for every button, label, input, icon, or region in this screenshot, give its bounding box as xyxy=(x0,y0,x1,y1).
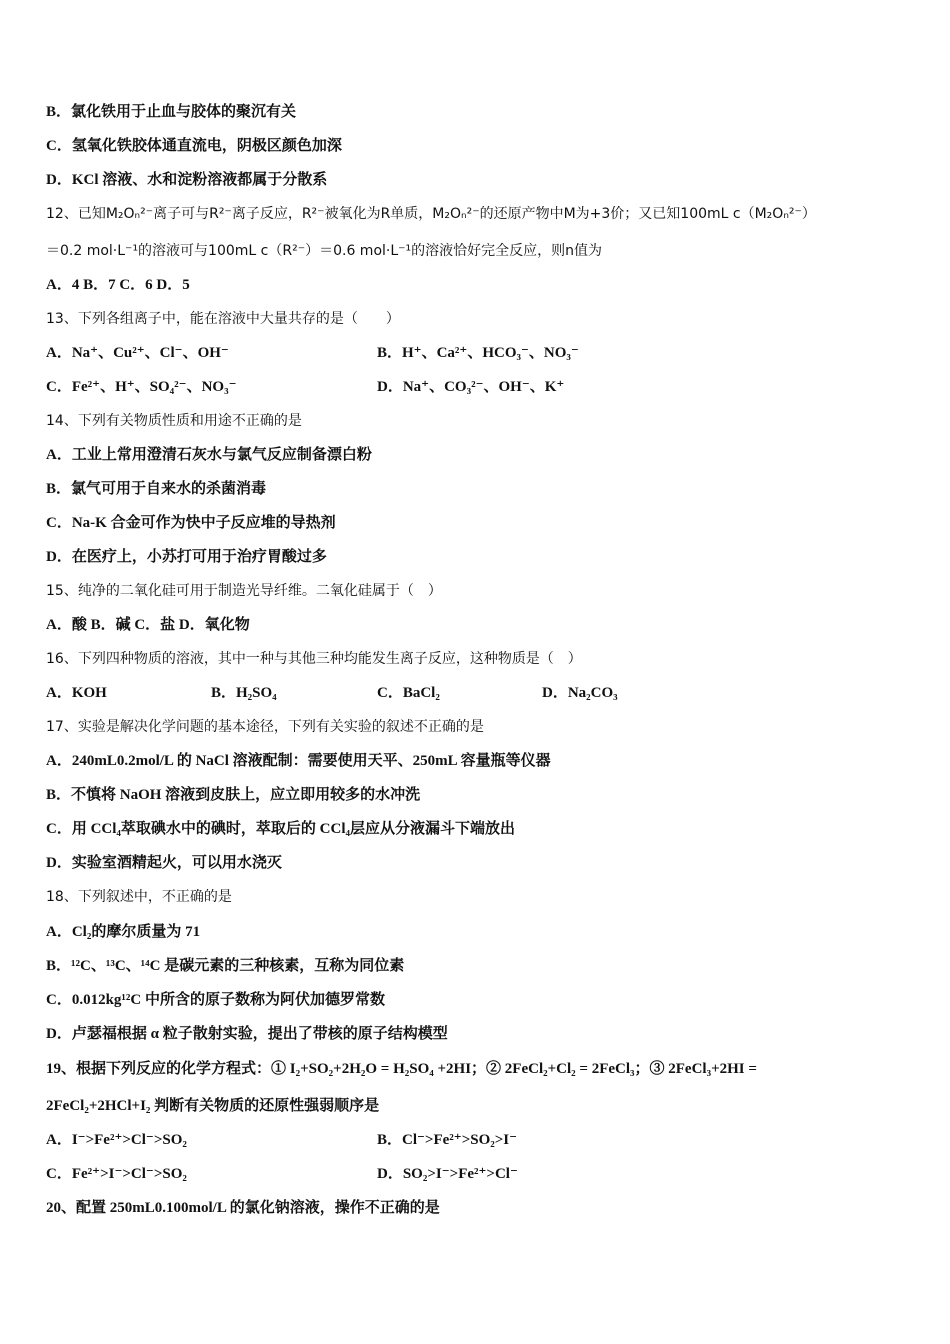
q16-stem: 16、下列四种物质的溶液，其中一种与其他三种均能发生离子反应，这种物质是（ ） xyxy=(46,651,582,667)
q20-stem: 20、配置 250mL0.100mol/L 的氯化钠溶液，操作不正确的是 xyxy=(46,1200,440,1216)
q19-option-b: B．Cl⁻>Fe²⁺>SO₂>I⁻ xyxy=(377,1132,518,1148)
q17-option-d: D．实验室酒精起火，可以用水浇灭 xyxy=(46,855,282,871)
q16-option-d: D．Na₂CO₃ xyxy=(542,685,618,701)
q19-option-a: A．I⁻>Fe²⁺>Cl⁻>SO₂ xyxy=(46,1132,187,1148)
q18-option-a: A．Cl₂的摩尔质量为 71 xyxy=(46,924,201,940)
q14-option-b: B．氯气可用于自来水的杀菌消毒 xyxy=(46,481,267,497)
q16-option-b: B．H₂SO₄ xyxy=(211,685,277,701)
q19-option-c: C．Fe²⁺>I⁻>Cl⁻>SO₂ xyxy=(46,1166,187,1182)
q17-stem: 17、实验是解决化学问题的基本途径，下列有关实验的叙述不正确的是 xyxy=(46,719,484,735)
q18-option-c: C．0.012kg¹²C 中所含的原子数称为阿伏加德罗常数 xyxy=(46,992,386,1008)
q19-option-d: D．SO₂>I⁻>Fe²⁺>Cl⁻ xyxy=(377,1166,518,1182)
q13-option-b: B．H⁺、Ca²⁺、HCO₃⁻、NO₃⁻ xyxy=(377,345,579,361)
q17-option-c: C．用 CCl₄萃取碘水中的碘时，萃取后的 CCl₄层应从分液漏斗下端放出 xyxy=(46,821,515,837)
q15-options: A．酸 B．碱 C．盐 D．氧化物 xyxy=(46,617,250,633)
q13-option-a: A．Na⁺、Cu²⁺、Cl⁻、OH⁻ xyxy=(46,345,229,361)
q16-option-a: A．KOH xyxy=(46,685,107,701)
q18-option-b: B．¹²C、¹³C、¹⁴C 是碳元素的三种核素，互称为同位素 xyxy=(46,958,405,974)
q11-option-b: B．氯化铁用于止血与胶体的聚沉有关 xyxy=(46,104,297,120)
q15-stem: 15、纯净的二氧化硅可用于制造光导纤维。二氧化硅属于（ ） xyxy=(46,583,442,599)
q14-option-d: D．在医疗上，小苏打可用于治疗胃酸过多 xyxy=(46,549,327,565)
q12-stem-line1: 12、已知M₂Oₙ²⁻离子可与R²⁻离子反应，R²⁻被氧化为R单质，M₂Oₙ²⁻的还原产物中M为+3价；又已知100mL c（M₂Oₙ²⁻） xyxy=(46,206,816,222)
q14-stem: 14、下列有关物质性质和用途不正确的是 xyxy=(46,413,302,429)
q18-stem: 18、下列叙述中，不正确的是 xyxy=(46,889,232,905)
q14-option-a: A．工业上常用澄清石灰水与氯气反应制备漂白粉 xyxy=(46,447,372,463)
q12-stem-line2: ＝0.2 mol·L⁻¹的溶液可与100mL c（R²⁻）＝0.6 mol·L⁻¹的溶液恰好完全反应，则n值为 xyxy=(46,243,603,259)
q19-stem-line1: 19、根据下列反应的化学方程式：① I₂+SO₂+2H₂O = H₂SO₄ +2HI；② 2FeCl₂+Cl₂ = 2FeCl₃；③ 2FeCl₃+2HI = xyxy=(46,1061,757,1077)
q11-option-c: C．氢氧化铁胶体通直流电，阴极区颜色加深 xyxy=(46,138,342,154)
q16-option-c: C．BaCl₂ xyxy=(377,685,440,701)
q17-option-b: B．不慎将 NaOH 溶液到皮肤上，应立即用较多的水冲洗 xyxy=(46,787,421,803)
q18-option-d: D．卢瑟福根据 α 粒子散射实验，提出了带核的原子结构模型 xyxy=(46,1026,448,1042)
q17-option-a: A．240mL0.2mol/L 的 NaCl 溶液配制：需要使用天平、250mL 容量瓶等仪器 xyxy=(46,753,551,769)
q13-option-d: D．Na⁺、CO₃²⁻、OH⁻、K⁺ xyxy=(377,379,565,395)
q12-options: A．4 B．7 C．6 D．5 xyxy=(46,277,190,293)
q11-option-d: D．KCl 溶液、水和淀粉溶液都属于分散系 xyxy=(46,172,328,188)
q14-option-c: C．Na-K 合金可作为快中子反应堆的导热剂 xyxy=(46,515,336,531)
q13-option-c: C．Fe²⁺、H⁺、SO₄²⁻、NO₃⁻ xyxy=(46,379,237,395)
q19-stem-line2: 2FeCl₂+2HCl+I₂ 判断有关物质的还原性强弱顺序是 xyxy=(46,1098,380,1114)
q13-stem: 13、下列各组离子中，能在溶液中大量共存的是（ ） xyxy=(46,311,400,327)
